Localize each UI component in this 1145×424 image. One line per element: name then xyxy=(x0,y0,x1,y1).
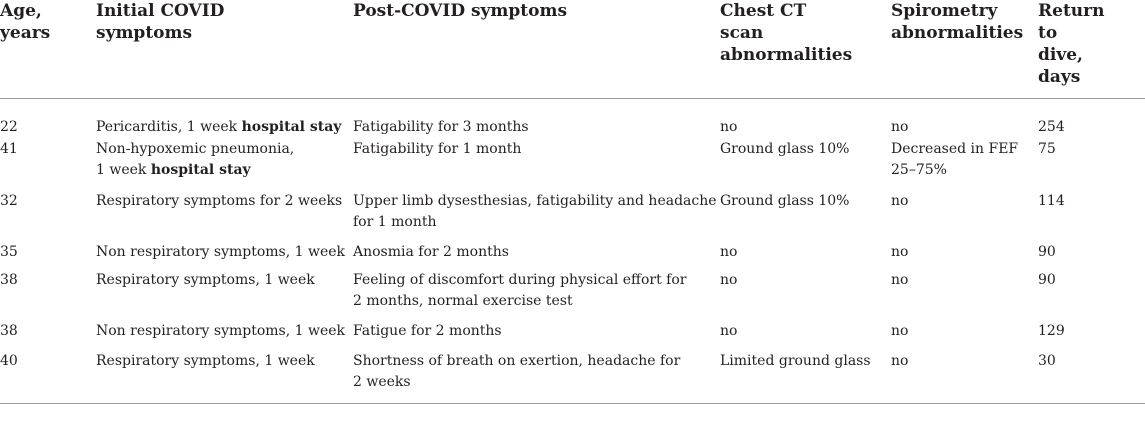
cell-return-to-dive: 75 xyxy=(1038,141,1056,157)
cell-return-to-dive: 30 xyxy=(1038,351,1145,403)
cell-chest-ct: Ground glass 10% xyxy=(720,193,850,209)
table-row xyxy=(0,321,1145,351)
cell-return-to-dive: 90 xyxy=(1038,244,1056,260)
cell-spirometry: no xyxy=(891,118,909,135)
header-row xyxy=(0,0,1145,98)
cell-age: 40 xyxy=(0,351,96,403)
table-row xyxy=(0,351,1145,403)
cell-spirometry: no xyxy=(891,244,909,260)
initial-text: Pericarditis, 1 week xyxy=(96,118,242,135)
cell-initial-symptoms xyxy=(96,191,353,242)
cell-initial-symptoms xyxy=(96,139,353,191)
cell-initial-symptoms xyxy=(96,321,353,351)
initial-text: Non respiratory symptoms, 1 week xyxy=(96,323,346,339)
table-row xyxy=(0,242,1145,270)
cell-chest-ct: Limited ground glass xyxy=(720,351,891,403)
cell-age: 22 xyxy=(0,118,18,135)
cell-spirometry: no xyxy=(891,351,1038,403)
initial-bold-text: hospital stay xyxy=(241,118,342,135)
cell-chest-ct: no xyxy=(720,272,738,288)
initial-bold-text: hospital stay xyxy=(150,162,251,178)
header-chest-ct: Chest CT scan abnormalities xyxy=(720,0,891,98)
cell-chest-ct: no xyxy=(720,118,738,135)
header-post-covid-symptoms: Post-COVID symptoms xyxy=(353,0,720,98)
cell-age: 32 xyxy=(0,193,18,209)
table-row xyxy=(0,139,1145,191)
initial-text: Non respiratory symptoms, 1 week xyxy=(96,244,346,260)
cell-initial-symptoms xyxy=(96,242,353,270)
table-row xyxy=(0,98,1145,139)
cell-age: 41 xyxy=(0,141,18,157)
cell-post-covid-symptoms: Fatigability for 1 month xyxy=(353,141,522,157)
cell-post-covid-symptoms: Shortness of breath on exertion, headache for 2 weeks xyxy=(353,351,720,403)
cell-return-to-dive: 90 xyxy=(1038,272,1056,288)
table-row xyxy=(0,191,1145,242)
cell-chest-ct: no xyxy=(720,244,738,260)
cell-return-to-dive: 114 xyxy=(1038,193,1065,209)
cell-return-to-dive: 254 xyxy=(1038,118,1065,135)
header-return-to-dive: Return to dive, days xyxy=(1038,0,1145,98)
cell-initial-symptoms xyxy=(96,270,353,321)
cell-chest-ct: no xyxy=(720,323,738,339)
cell-post-covid-symptoms: Upper limb dysesthesias, fatigability and headache for 1 month xyxy=(353,193,717,230)
cell-return-to-dive: 129 xyxy=(1038,323,1065,339)
cell-age: 38 xyxy=(0,272,18,288)
header-initial-symptoms: Initial COVID symptoms xyxy=(96,0,353,98)
cell-age: 38 xyxy=(0,323,18,339)
cell-initial-symptoms xyxy=(96,351,353,403)
cell-post-covid-symptoms: Feeling of discomfort during physical effort for 2 months, normal exercise test xyxy=(353,272,687,309)
cell-post-covid-symptoms: Anosmia for 2 months xyxy=(353,244,509,260)
cell-chest-ct: Ground glass 10% xyxy=(720,141,850,157)
cell-spirometry: Decreased in FEF 25–75% xyxy=(891,141,1019,178)
header-age: Age, years xyxy=(0,0,96,98)
initial-text: Respiratory symptoms, 1 week xyxy=(96,353,315,369)
cell-spirometry: no xyxy=(891,323,909,339)
cell-age: 35 xyxy=(0,244,18,260)
cell-initial-symptoms xyxy=(96,98,353,139)
initial-text: Non-hypoxemic pneumonia, 1 week xyxy=(96,141,295,178)
header-spirometry: Spirometry abnormalities xyxy=(891,0,1038,98)
cell-post-covid-symptoms: Fatigue for 2 months xyxy=(353,323,502,339)
initial-text: Respiratory symptoms, 1 week xyxy=(96,272,315,288)
cell-spirometry: no xyxy=(891,272,909,288)
initial-text: Respiratory symptoms for 2 weeks xyxy=(96,193,343,209)
table-row xyxy=(0,270,1145,321)
cell-post-covid-symptoms: Fatigability for 3 months xyxy=(353,118,529,135)
cell-spirometry: no xyxy=(891,193,909,209)
